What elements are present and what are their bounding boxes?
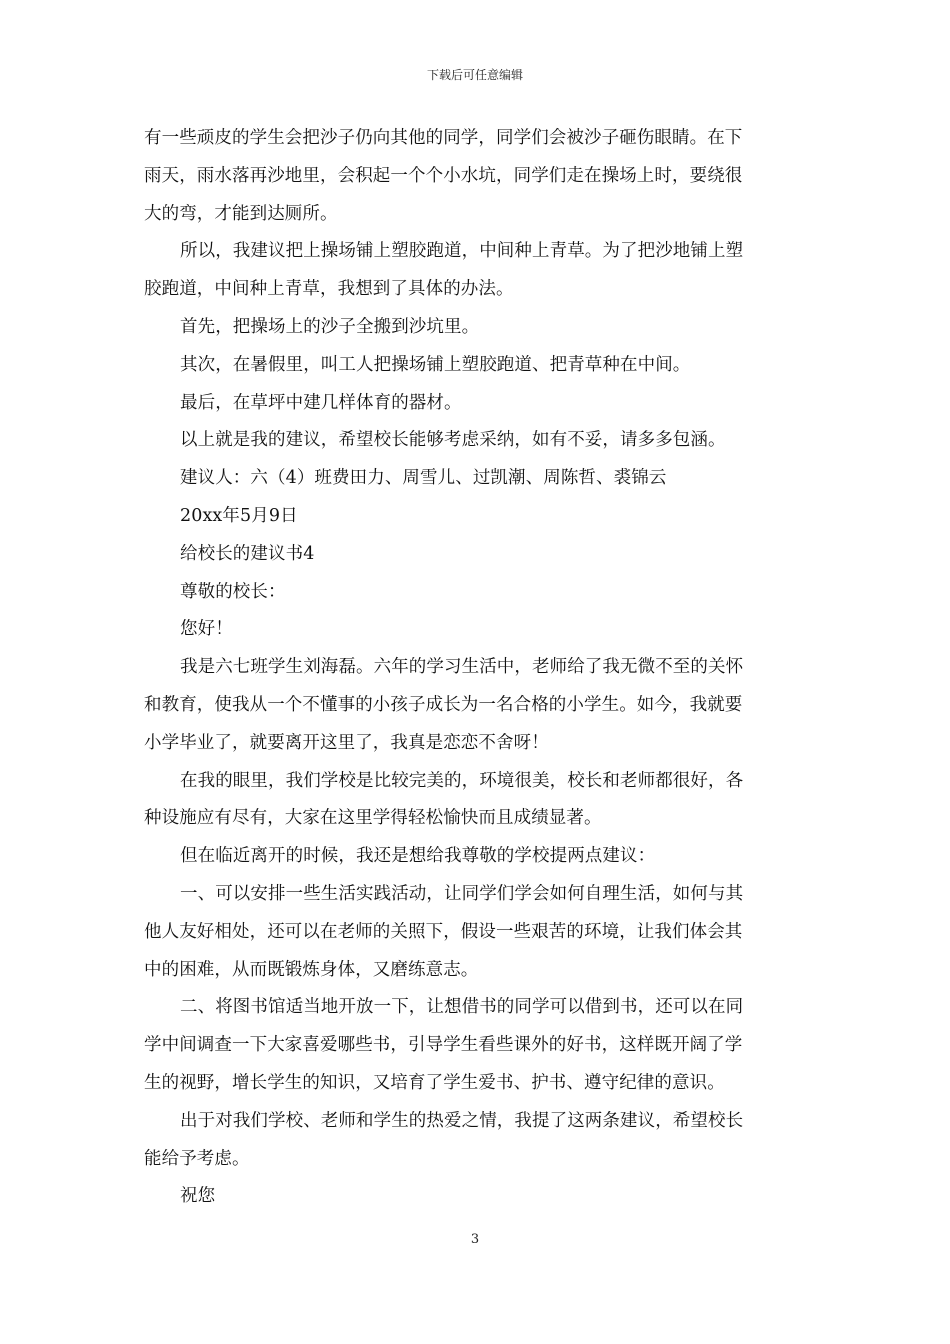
- paragraph-line: 但在临近离开的时候，我还是想给我尊敬的学校提两点建议：: [180, 846, 656, 867]
- paragraph-line: 一、可以安排一些生活实践活动，让同学们学会如何自理生活，如何与其: [180, 883, 744, 904]
- paragraph-line: 小学毕业了，就要离开这里了，我真是恋恋不舍呀！: [144, 732, 549, 753]
- paragraph-line: 他人友好相处，还可以在老师的关照下，假设一些艰苦的环境，让我们体会其: [144, 921, 743, 942]
- document-body: [144, 120, 808, 1216]
- paragraph-line: 最后，在草坪中建几样体育的器材。: [180, 392, 462, 413]
- paragraph-line: 以上就是我的建议，希望校长能够考虑采纳，如有不妥，请多多包涵。: [180, 430, 726, 451]
- salutation: 尊敬的校长：: [180, 581, 286, 602]
- date-line: 20xx年5月9日: [180, 505, 298, 526]
- paragraph-line: 和教育，使我从一个不懂事的小孩子成长为一名合格的小学生。如今，我就要: [144, 694, 743, 715]
- paragraph-line: 雨天，雨水落再沙地里，会积起一个个小水坑，同学们走在操场上时，要绕很: [144, 165, 743, 186]
- page-number: 3: [470, 1232, 480, 1247]
- page-header: 下载后可任意编辑: [426, 68, 523, 82]
- paragraph-line: 生的视野，增长学生的知识，又培育了学生爱书、护书、遵守纪律的意识。: [144, 1072, 725, 1093]
- paragraph-line: 大的弯，才能到达厕所。: [144, 203, 338, 224]
- paragraph-line: 学中间调查一下大家喜爱哪些书，引导学生看些课外的好书，这样既开阔了学: [144, 1035, 743, 1056]
- paragraph-line: 二、将图书馆适当地开放一下，让想借书的同学可以借到书，还可以在同: [180, 997, 744, 1018]
- signature-line: 建议人：六（4）班费田力、周雪儿、过凯潮、周陈哲、裘锦云: [180, 468, 667, 489]
- paragraph-line: 有一些顽皮的学生会把沙子仍向其他的同学，同学们会被沙子砸伤眼睛。在下: [144, 128, 743, 148]
- paragraph-line: 其次，在暑假里，叫工人把操场铺上塑胶跑道、把青草种在中间。: [180, 354, 691, 375]
- paragraph-line: 首先，把操场上的沙子全搬到沙坑里。: [180, 316, 480, 337]
- greeting: 您好！: [180, 619, 233, 640]
- paragraph-line: 能给予考虑。: [144, 1148, 250, 1169]
- paragraph-line: 出于对我们学校、老师和学生的热爱之情，我提了这两条建议，希望校长: [180, 1110, 744, 1131]
- paragraph-line: 所以，我建议把上操场铺上塑胶跑道，中间种上青草。为了把沙地铺上塑: [180, 241, 744, 262]
- section-title: 给校长的建议书4: [180, 543, 315, 564]
- paragraph-line: 中的困难，从而既锻炼身体，又磨练意志。: [144, 959, 479, 980]
- paragraph-line: 胶跑道，中间种上青草，我想到了具体的办法。: [144, 279, 514, 300]
- paragraph-line: 在我的眼里，我们学校是比较完美的，环境很美，校长和老师都很好，各: [180, 770, 744, 791]
- paragraph-line: 我是六七班学生刘海磊。六年的学习生活中，老师给了我无微不至的关怀: [180, 657, 744, 678]
- closing-line: 祝您: [180, 1186, 216, 1207]
- paragraph-line: 种设施应有尽有，大家在这里学得轻松愉快而且成绩显著。: [144, 808, 602, 829]
